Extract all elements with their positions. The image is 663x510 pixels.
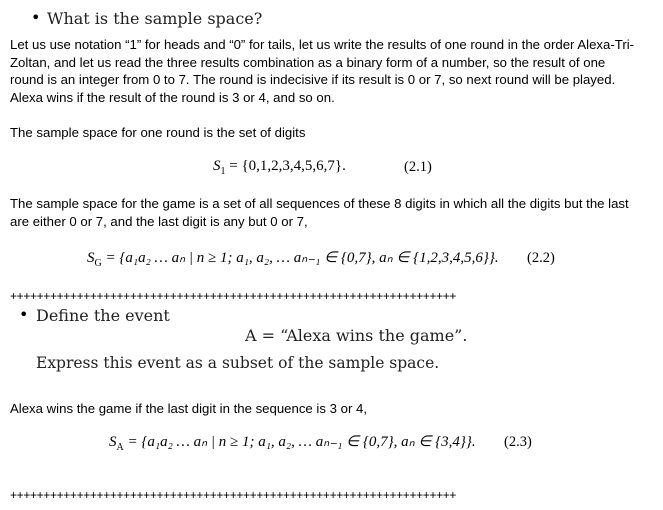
equation-2-1 <box>213 158 346 177</box>
equation-number-2-2: (2.2) <box>527 250 555 266</box>
sample-space-intro: The sample space for one round is the set of digits <box>10 125 306 140</box>
bullet-icon: • <box>31 8 41 27</box>
equation-2-3 <box>109 432 476 453</box>
explanation-paragraph: Let us use notation “1” for heads and “0” for tails, let us write the results of one round in the order Alexa-Tri-Zoltan, and let us read the three results combination as a binary form of a number, so the result of one round is an integer from 0 to 7. The round is indecisive if its result is 0 or 7, so next round will be played. Alexa wins if the result of the round is 3 or 4, and so on. <box>10 37 635 105</box>
question-heading: What is the sample space? <box>47 9 263 28</box>
equation-number-2-3: (2.3) <box>504 434 532 450</box>
eq1-lhs: S <box>213 158 221 174</box>
eq3-rhs: = {a₁a₂ … aₙ | n ≥ 1; a₁, a₂, … aₙ₋₁ ∈ {0,7}, aₙ ∈ {3,4}}. <box>123 434 476 450</box>
equation-2-2 <box>87 248 499 269</box>
eq3-lhs: S <box>109 434 117 450</box>
eq1-rhs: = {0,1,2,3,4,5,6,7}. <box>225 158 346 174</box>
eq2-lhs: S <box>87 250 95 266</box>
divider-line: +++++++++++++++++++++++++++++++++++++++++++++++++++++++++++++++++++ <box>10 289 457 303</box>
event-definition: A = “Alexa wins the game”. <box>245 326 468 345</box>
equation-number-2-1: (2.1) <box>404 159 432 175</box>
eq2-rhs: = {a₁a₂ … aₙ | n ≥ 1; a₁, a₂, … aₙ₋₁ ∈ {0,7}, aₙ ∈ {1,2,3,4,5,6}}. <box>101 250 499 266</box>
alexa-wins-paragraph: Alexa wins the game if the last digit in the sequence is 3 or 4, <box>10 401 367 416</box>
game-sample-space-paragraph: The sample space for the game is a set of all sequences of these 8 digits in which all the digits but the last are either 0 or 7, and the last digit is any but 0 or 7, <box>10 196 629 229</box>
eq3-sub: A <box>116 442 124 453</box>
eq2-sub: G <box>94 258 102 269</box>
eq1-sub: 1 <box>220 166 226 177</box>
define-event-heading: Define the event <box>36 306 170 325</box>
event-instruction: Express this event as a subset of the sample space. <box>36 354 440 372</box>
bullet-icon: • <box>19 305 29 324</box>
divider-line: +++++++++++++++++++++++++++++++++++++++++++++++++++++++++++++++++++ <box>10 488 457 502</box>
